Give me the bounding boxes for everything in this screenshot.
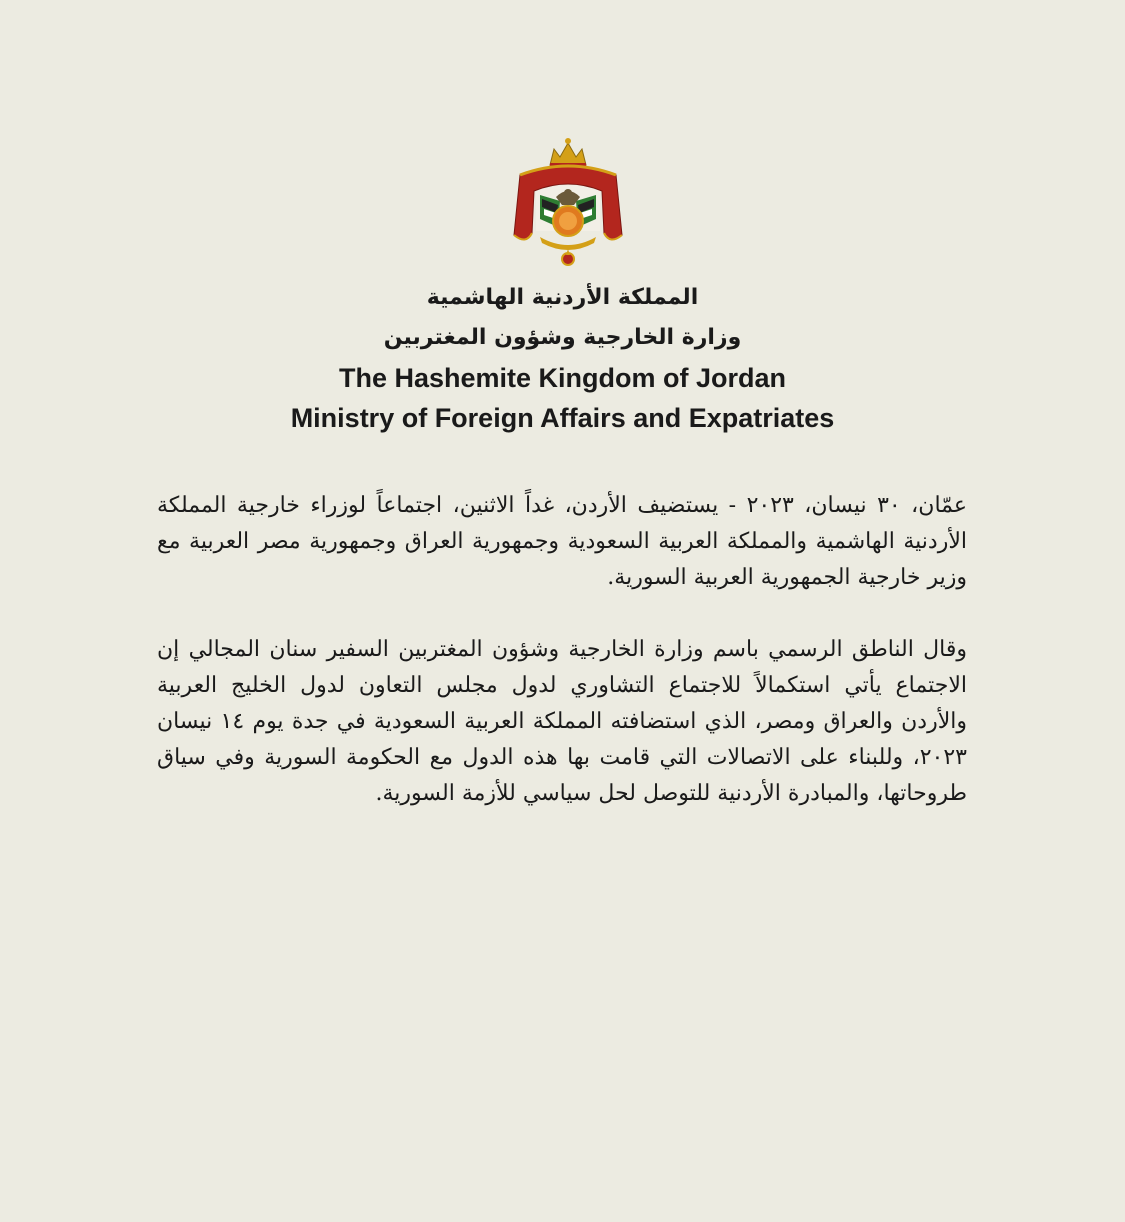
press-release-body	[157, 488, 967, 812]
kingdom-title-en: The Hashemite Kingdom of Jordan	[338, 363, 787, 393]
ministry-title-ar: وزارة الخارجية وشؤون المغتربين	[383, 325, 742, 350]
jordan-coat-of-arms-icon	[510, 135, 626, 271]
paragraph-announcement: عمّان، ٣٠ نيسان، ٢٠٢٣ - يستضيف الأردن، غداً الاثنين، اجتماعاً لوزراء خارجية المملكة الأردنية الهاشمية والمملكة العربية السعودية وجمهورية العراق وجمهورية مصر العربية مع وزير خارجية الجمهورية العربية السورية.	[157, 493, 967, 590]
letterhead	[0, 278, 1125, 438]
paragraph-spokesman-statement: وقال الناطق الرسمي باسم وزارة الخارجية وشؤون المغتربين السفير سنان المجالي إن الاجتماع يأتي استكمالاً للاجتماع التشاوري لدول مجلس التعاون لدول الخليج العربية والأردن والعراق ومصر، الذي استضافته المملكة العربية السعودية في جدة يوم ١٤ نيسان ٢٠٢٣، وللبناء على الاتصالات التي قامت بها هذه الدول مع الحكومة السورية وفي سياق طروحاتها، والمبادرة الأردنية للتوصل لحل سياسي للأزمة السورية.	[157, 637, 967, 806]
kingdom-title-ar: المملكة الأردنية الهاشمية	[426, 285, 699, 310]
ministry-title-en: Ministry of Foreign Affairs and Expatriates	[290, 403, 835, 433]
